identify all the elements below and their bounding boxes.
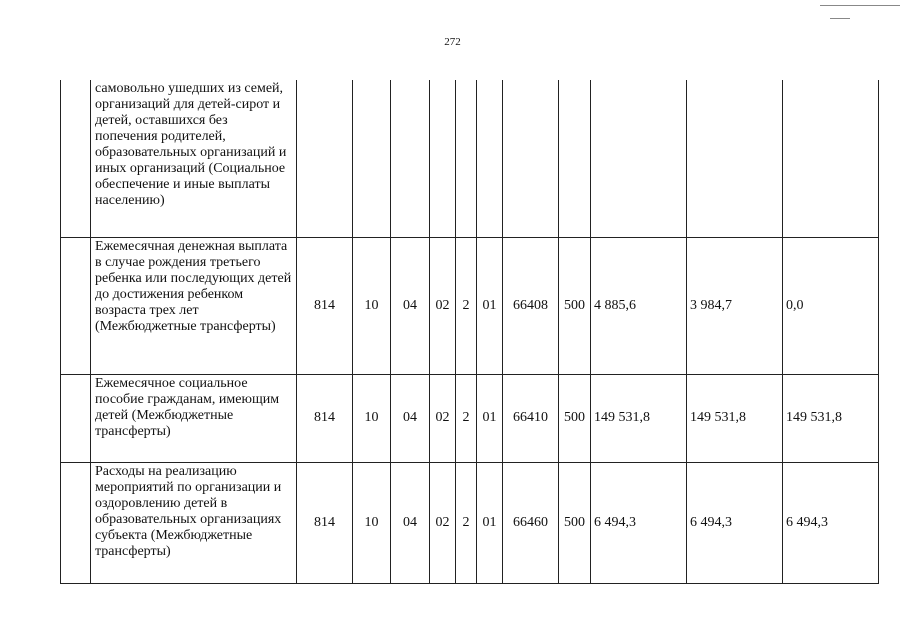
- cell-event: [477, 80, 503, 237]
- cell-expense-type: 500: [559, 462, 591, 583]
- cell-direction: [503, 80, 559, 237]
- cell-subsection: [391, 80, 430, 237]
- cell-event: 01: [477, 374, 503, 462]
- cell-program: 02: [430, 237, 456, 374]
- cell-section: 10: [353, 374, 391, 462]
- cell-ministry: 814: [297, 237, 353, 374]
- row-name: Ежемесячное социальное пособие гражданам, имеющим детей (Межбюджетные трансферты): [91, 374, 297, 462]
- cell-ministry: [297, 80, 353, 237]
- cell-subsection: 04: [391, 462, 430, 583]
- cell-sum-2: 6 494,3: [687, 462, 783, 583]
- cell-ministry: 814: [297, 374, 353, 462]
- cell-section: [353, 80, 391, 237]
- table-row: [61, 237, 879, 374]
- cell-direction: 66410: [503, 374, 559, 462]
- cell-expense-type: 500: [559, 374, 591, 462]
- cell-subprogram: 2: [456, 374, 477, 462]
- cell-sum-3: 149 531,8: [783, 374, 879, 462]
- cell-direction: 66408: [503, 237, 559, 374]
- cell-sum-3: [783, 80, 879, 237]
- cell-subprogram: [456, 80, 477, 237]
- table-cell-blank: [61, 462, 91, 583]
- cell-ministry: 814: [297, 462, 353, 583]
- table-cell-blank: [61, 237, 91, 374]
- table-cell-blank: [61, 80, 91, 237]
- cell-sum-2: [687, 80, 783, 237]
- row-name: Расходы на реализацию мероприятий по организации и оздоровлению детей в образовательных организациях субъекта (Межбюджетные трансферты): [91, 462, 297, 583]
- cell-subsection: 04: [391, 374, 430, 462]
- table-row: [61, 80, 879, 237]
- cell-sum-3: 0,0: [783, 237, 879, 374]
- cell-sum-1: 149 531,8: [591, 374, 687, 462]
- cell-sum-1: 4 885,6: [591, 237, 687, 374]
- cell-expense-type: [559, 80, 591, 237]
- cell-sum-3: 6 494,3: [783, 462, 879, 583]
- cell-event: 01: [477, 237, 503, 374]
- cell-event: 01: [477, 462, 503, 583]
- scan-edge-line-2: [830, 18, 850, 19]
- cell-direction: 66460: [503, 462, 559, 583]
- cell-subsection: 04: [391, 237, 430, 374]
- cell-expense-type: 500: [559, 237, 591, 374]
- cell-section: 10: [353, 237, 391, 374]
- page-number: 272: [444, 36, 461, 48]
- cell-subprogram: 2: [456, 462, 477, 583]
- table-row: [61, 374, 879, 462]
- cell-program: 02: [430, 462, 456, 583]
- cell-program: 02: [430, 374, 456, 462]
- cell-sum-2: 149 531,8: [687, 374, 783, 462]
- cell-sum-1: [591, 80, 687, 237]
- table-row: [61, 462, 879, 583]
- budget-table: [60, 80, 879, 584]
- cell-program: [430, 80, 456, 237]
- row-name: самовольно ушедших из семей, организаций для детей-сирот и детей, оставшихся без попечения родителей, образовательных организаций и иных организаций (Социальное обеспечение и иные выплаты населению): [91, 80, 297, 237]
- cell-section: 10: [353, 462, 391, 583]
- cell-sum-2: 3 984,7: [687, 237, 783, 374]
- cell-sum-1: 6 494,3: [591, 462, 687, 583]
- table-cell-blank: [61, 374, 91, 462]
- scan-edge-line: [820, 5, 900, 6]
- row-name: Ежемесячная денежная выплата в случае рождения третьего ребенка или последующих детей до достижения ребенком возраста трех лет (Межбюджетные трансферты): [91, 237, 297, 374]
- cell-subprogram: 2: [456, 237, 477, 374]
